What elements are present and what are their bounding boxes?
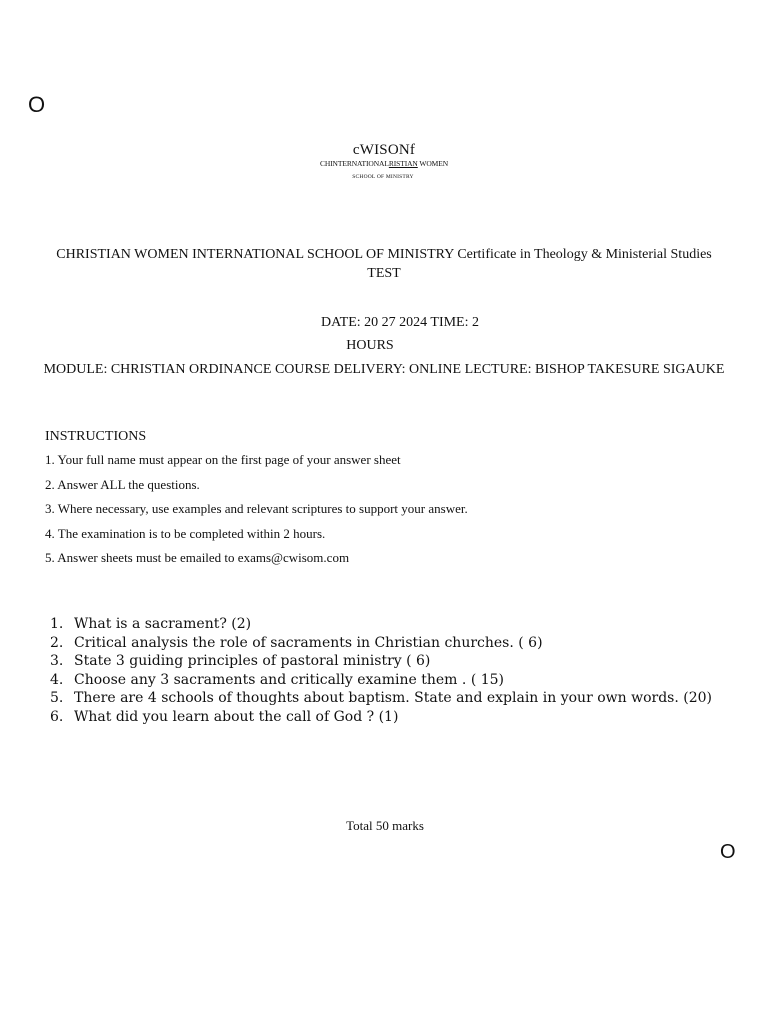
question-item: 1. What is a sacrament? (2): [50, 616, 252, 632]
module-details: MODULE: CHRISTIAN ORDINANCE COURSE DELIVERY: ONLINE LECTURE: BISHOP TAKESURE SIGAUKE: [43, 362, 725, 377]
logo-wordmark: cWISONf: [352, 142, 416, 158]
question-item: 6. What did you learn about the call of God ? (1): [50, 708, 399, 725]
instructions-title: INSTRUCTIONS: [45, 429, 147, 444]
instruction-item: 5. Answer sheets must be emailed to exams@cwisom.com: [45, 550, 350, 565]
instruction-item: 4. The examination is to be completed within 2 hours.: [45, 525, 326, 541]
instruction-item: 3. Where necessary, use examples and relevant scriptures to support your answer.: [45, 501, 468, 516]
logo-subtitle: CHINTERNATIONALRISTIAN WOMEN: [319, 159, 449, 168]
corner-mark-top: O: [28, 92, 46, 117]
instruction-item: 2. Answer ALL the questions.: [45, 476, 200, 492]
logo-school-line: SCHOOL OF MINISTRY: [352, 174, 414, 180]
total-marks: Total 50 marks: [346, 818, 424, 833]
instructions-block: [45, 428, 468, 574]
question-item: 5. There are 4 schools of thoughts about baptism. State and explain in your own words. (20): [50, 690, 712, 707]
question-item: 3. State 3 guiding principles of pastoral ministry ( 6): [50, 653, 431, 670]
document-title: CHRISTIAN WOMEN INTERNATIONAL SCHOOL OF MINISTRY Certificate in Theology & Ministerial Studies TEST: [56, 247, 712, 281]
corner-mark-bottom: O: [720, 841, 736, 863]
instruction-item: 1. Your full name must appear on the first page of your answer sheet: [45, 452, 401, 467]
date-time-line: DATE: 20 27 2024 TIME: 2 HOURS: [320, 315, 479, 353]
school-logo: [0, 141, 768, 181]
question-item: 4. Choose any 3 sacraments and critically examine them . ( 15): [50, 671, 505, 688]
question-item: 2. Critical analysis the role of sacraments in Christian churches. ( 6): [50, 634, 543, 651]
questions-list: [50, 615, 712, 727]
